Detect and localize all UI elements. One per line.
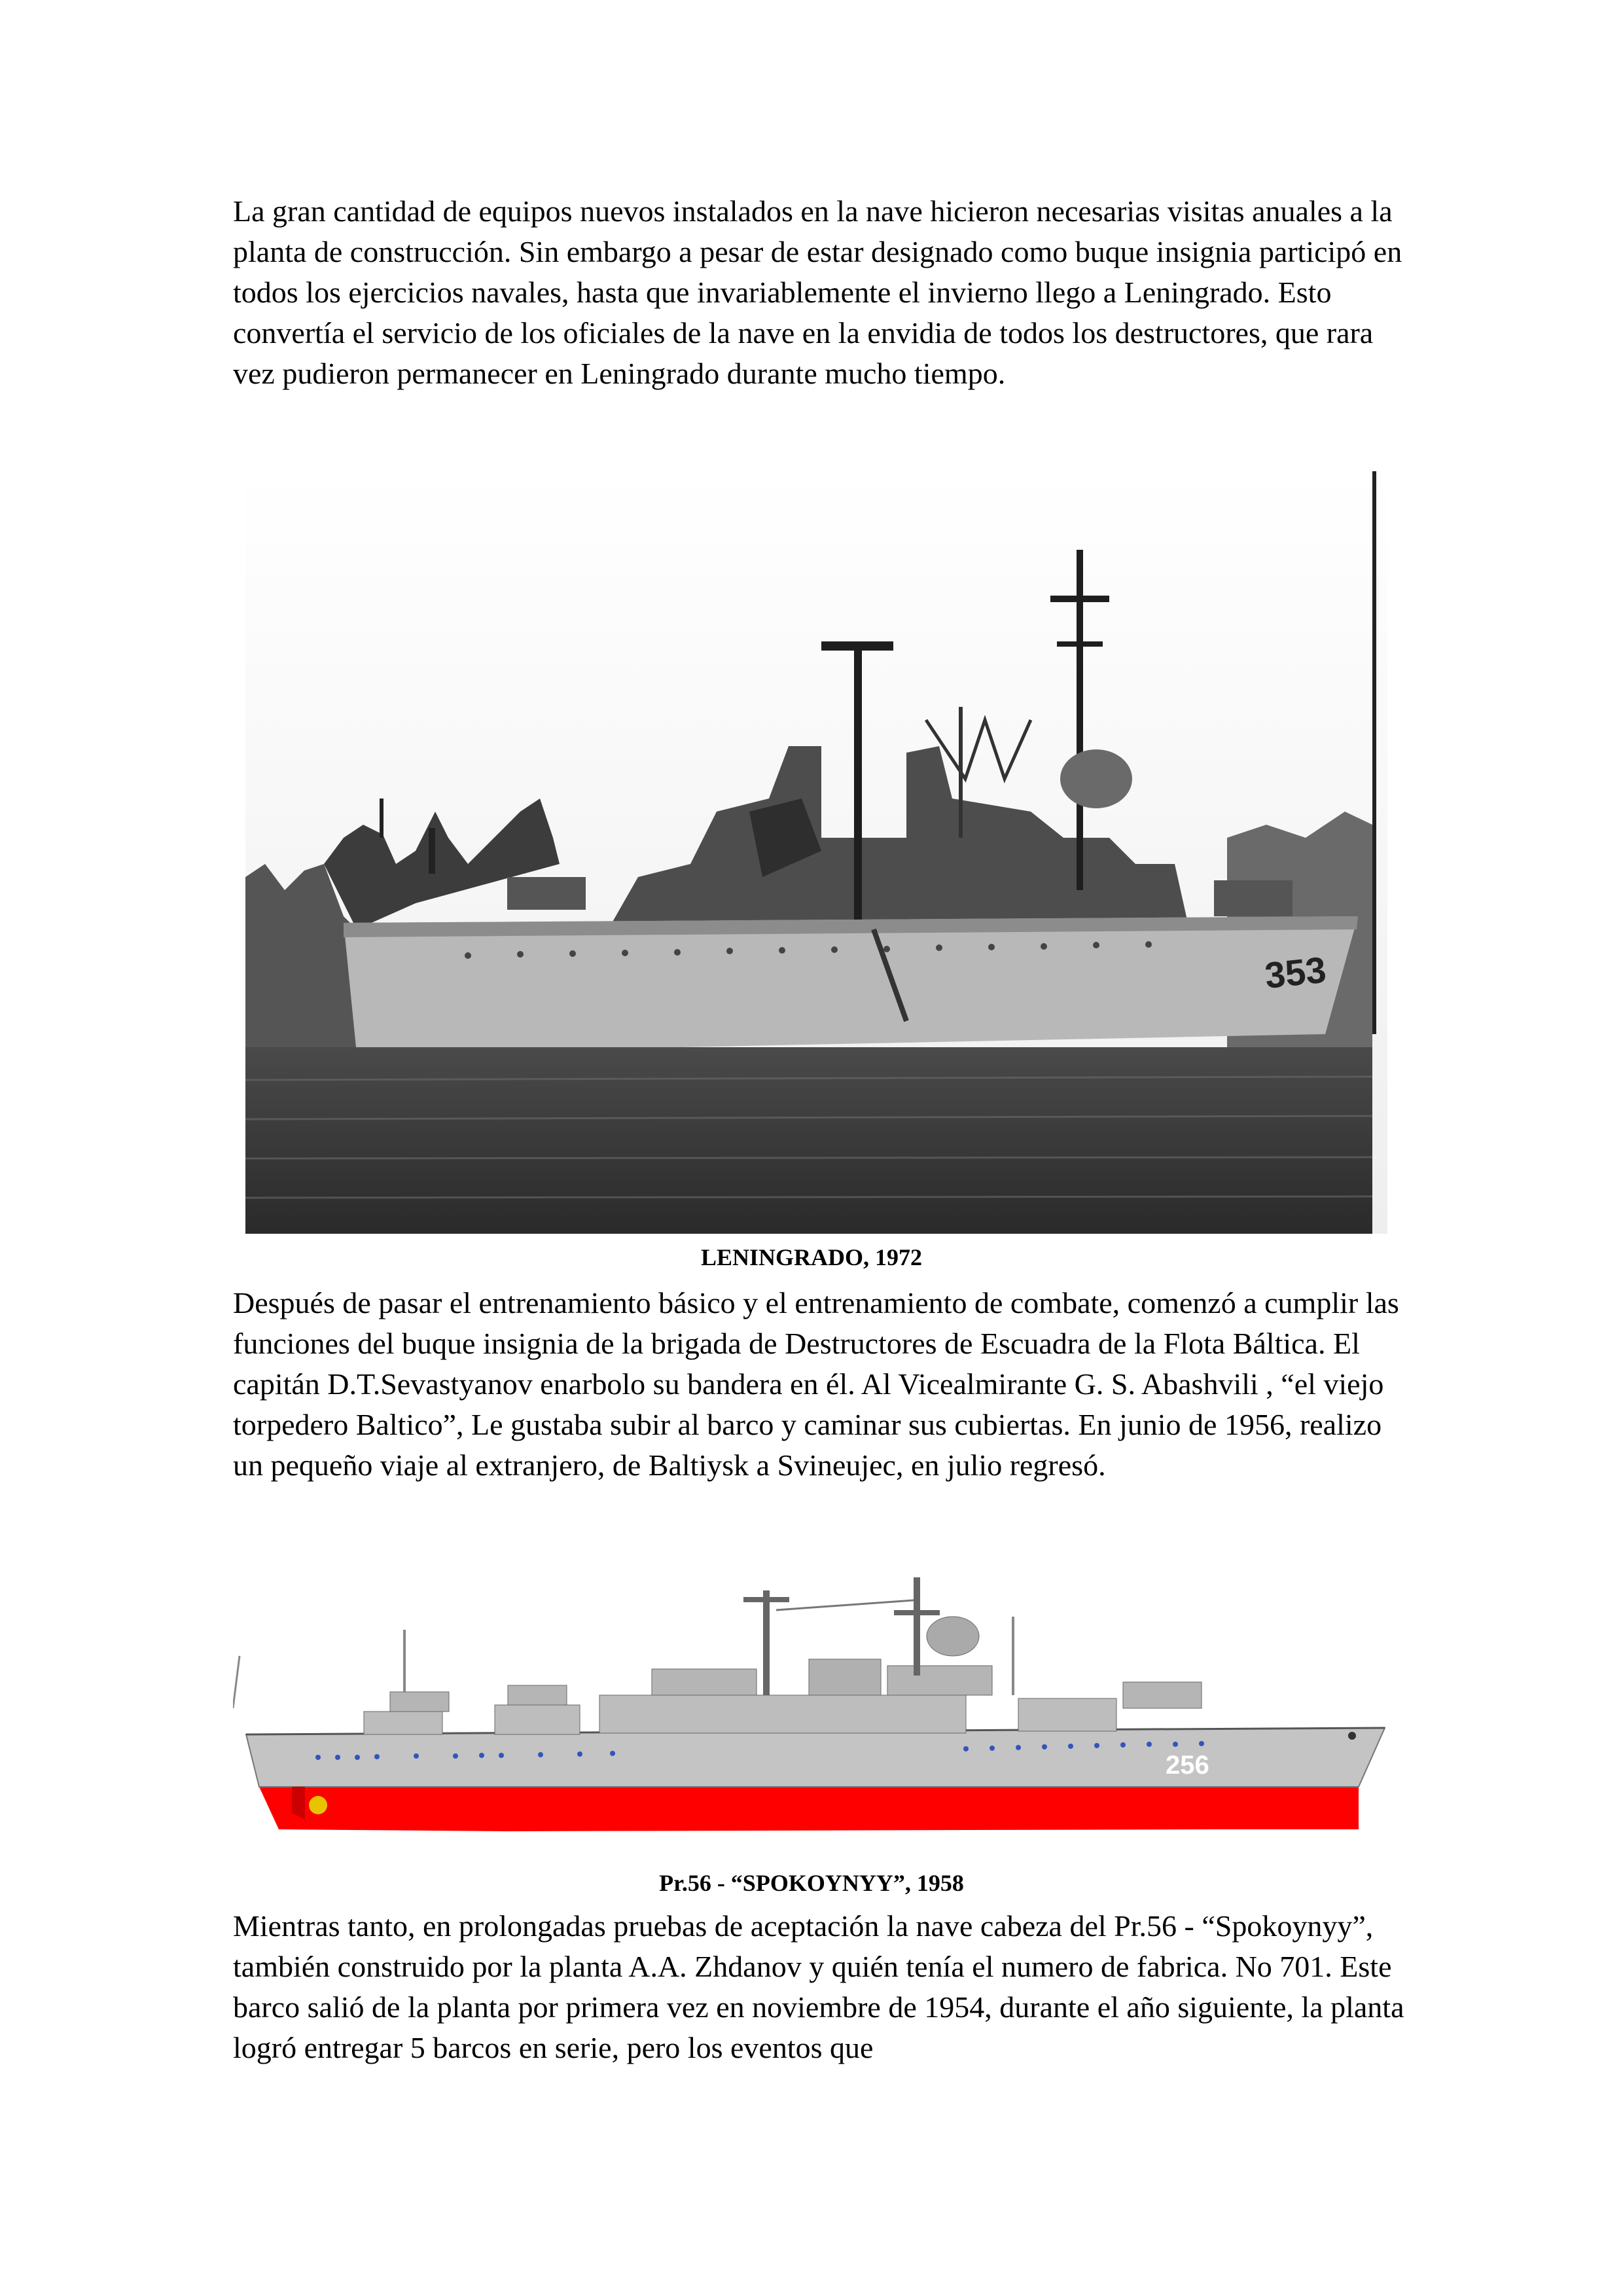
drawing-caption: Pr.56 - “SPOKOYNYY”, 1958	[659, 1870, 964, 1896]
paragraph-2: Después de pasar el entrenamiento básico y el entrenamiento de combate, comenzó a cumplir las funciones del buque insignia de la brigada de Destructores de Escuadra de la Flota Báltica. El capitán D.T.Sevastyanov enarbolo su bandera en él. Al Vicealmirante G. S. Abashvili , “el viejo torpedero Baltico”, Le gustaba subir al barco y caminar sus cubiertas. En junio de 1956, realizo un pequeño viaje al extranjero, de Baltiysk a Svineujec, en julio regresó.	[233, 1286, 1399, 1482]
paragraph-3: Mientras tanto, en prolongadas pruebas de aceptación la nave cabeza del Pr.56 - “Spokoynyy”, también construido por la planta A.A. Zhdanov y quién tenía el numero de fabrica. No 701. Este barco salió de la planta por primera vez en noviembre de 1954, durante el año siguiente, la planta logró entregar 5 barcos en serie, pero los eventos que	[233, 1909, 1404, 2064]
paragraph-1: La gran cantidad de equipos nuevos instalados en la nave hicieron necesarias visitas anuales a la planta de construcción. Sin embargo a pesar de estar designado como buque insignia participó en todos los ejercicios navales, hasta que invariablemente el invierno llego a Leningrado. Esto convertía el servicio de los oficiales de la nave en la envidia de todos los destructores, que rara vez pudieron permanecer en Leningrado durante mucho tiempo.	[233, 194, 1402, 390]
photo-hull-number: 353	[1262, 948, 1329, 996]
drawing-hull-number: 256	[1166, 1751, 1209, 1780]
photo-caption: LENINGRADO, 1972	[700, 1244, 923, 1270]
spokoynyy-profile-drawing	[233, 1571, 1395, 1846]
leningrado-photo	[245, 471, 1387, 1234]
